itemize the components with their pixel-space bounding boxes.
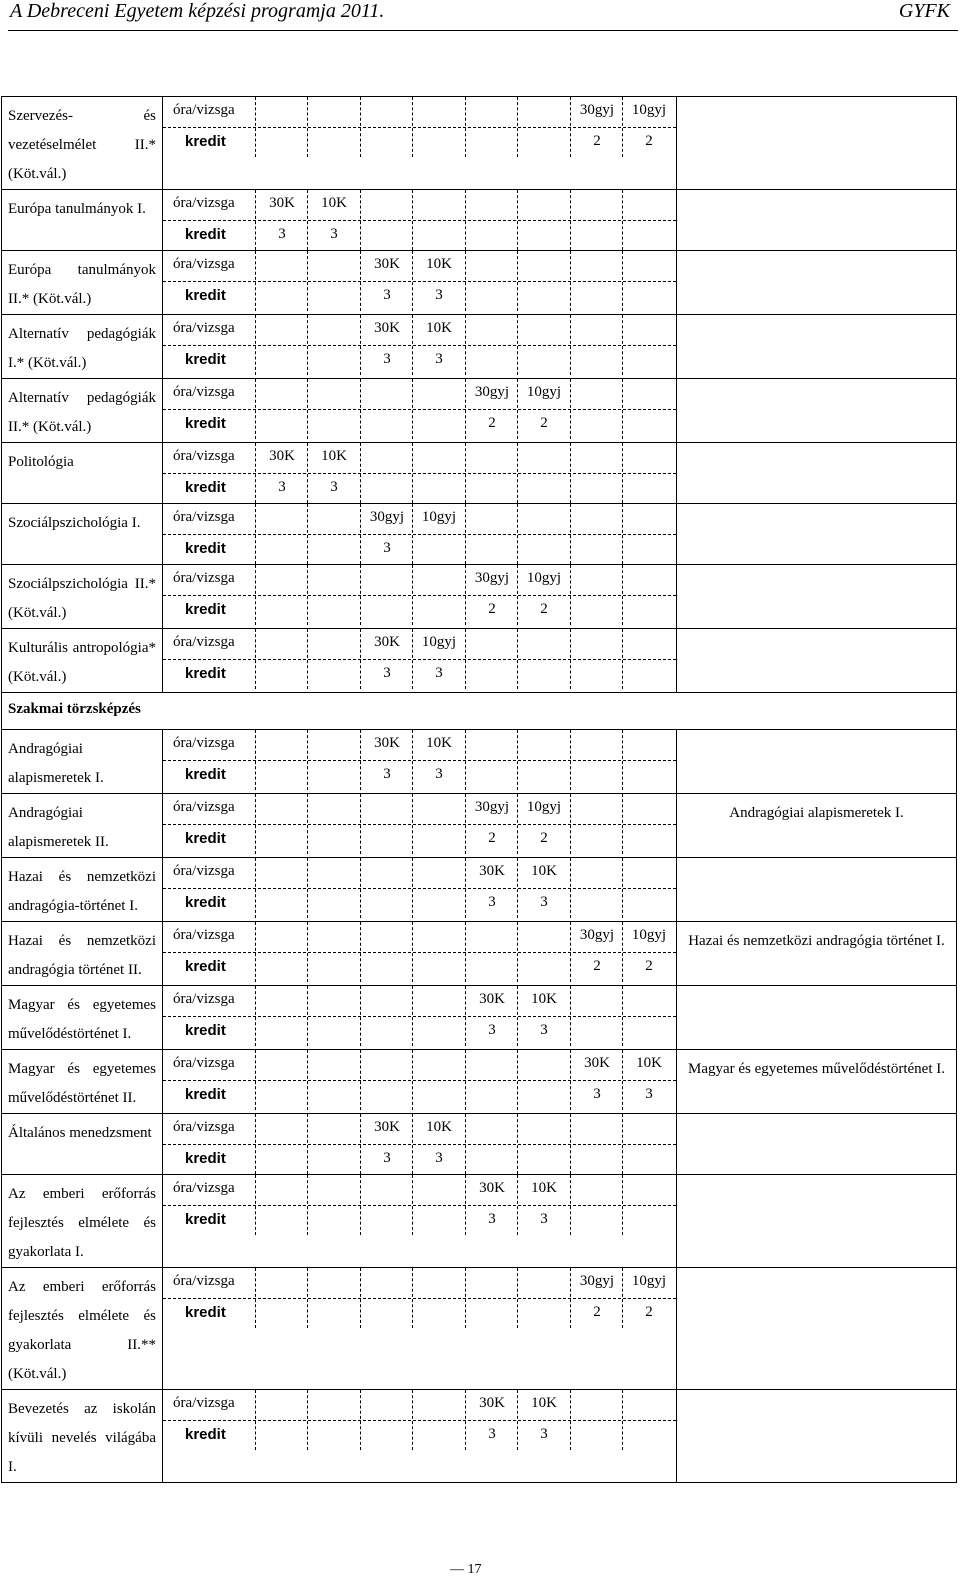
credit-value: 3 (278, 478, 286, 495)
ora-vizsga-line (163, 1114, 676, 1145)
hours-value: 30gyj (474, 799, 510, 815)
credit-value: 3 (435, 664, 443, 681)
subject-name: Andragógiai alapismeretek I. (2, 730, 163, 794)
section-heading: Szakmai törzsképzés (2, 693, 957, 730)
curriculum-table-body (2, 97, 957, 1483)
hours-cell (163, 986, 677, 1050)
ora-vizsga-line (163, 565, 676, 596)
hours-cell (163, 730, 677, 794)
hours-cell (163, 1050, 677, 1114)
ora-vizsga-line (163, 504, 676, 535)
hours-value: 30K (479, 1180, 505, 1196)
credit-value: 3 (435, 286, 443, 303)
ora-vizsga-label: óra/vizsga (173, 1395, 235, 1411)
kredit-label: kredit (185, 765, 226, 783)
hours-grid (163, 1175, 676, 1235)
credit-value: 3 (383, 1149, 391, 1166)
credit-value: 2 (488, 829, 496, 846)
credit-value: 3 (383, 539, 391, 556)
credit-value: 3 (488, 1021, 496, 1038)
prerequisite (677, 730, 957, 794)
hours-value: 30gyj (369, 509, 405, 525)
prerequisite: Andragógiai alapismeretek I. (677, 794, 957, 858)
hours-value: 10K (426, 320, 452, 336)
prerequisite (677, 379, 957, 443)
credit-value: 3 (383, 286, 391, 303)
hours-value: 10K (321, 195, 347, 211)
ora-vizsga-label: óra/vizsga (173, 634, 235, 650)
kredit-label: kredit (185, 600, 226, 618)
hours-grid (163, 443, 676, 503)
credit-value: 3 (383, 664, 391, 681)
ora-vizsga-label: óra/vizsga (173, 448, 235, 464)
hours-value: 30K (374, 320, 400, 336)
hours-grid (163, 922, 676, 982)
prerequisite (677, 315, 957, 379)
kredit-line (163, 1145, 676, 1175)
hours-grid (163, 190, 676, 250)
hours-cell (163, 565, 677, 629)
page-header (8, 0, 958, 34)
page-footer: — 17 (450, 1562, 482, 1577)
kredit-line (163, 1421, 676, 1451)
subject-row (2, 379, 957, 443)
credit-value: 3 (383, 350, 391, 367)
header-title: A Debreceni Egyetem képzési programja 2011. (10, 0, 385, 22)
kredit-label: kredit (185, 350, 226, 368)
credit-value: 2 (488, 414, 496, 431)
subject-name: Európa tanulmányok II.* (Köt.vál.) (2, 251, 163, 315)
hours-value: 10K (636, 1055, 662, 1071)
ora-vizsga-label: óra/vizsga (173, 799, 235, 815)
ora-vizsga-label: óra/vizsga (173, 863, 235, 879)
credit-value: 2 (593, 132, 601, 149)
kredit-line (163, 282, 676, 312)
ora-vizsga-line (163, 1050, 676, 1081)
ora-vizsga-line (163, 1268, 676, 1299)
kredit-label: kredit (185, 1085, 226, 1103)
subject-name: Andragógiai alapismeretek II. (2, 794, 163, 858)
kredit-label: kredit (185, 1425, 226, 1443)
hours-value: 30K (479, 1395, 505, 1411)
curriculum-table (1, 96, 957, 1483)
prerequisite (677, 251, 957, 315)
hours-cell (163, 794, 677, 858)
kredit-line (163, 221, 676, 251)
hours-value: 10gyj (631, 102, 667, 118)
hours-value: 30K (269, 195, 295, 211)
ora-vizsga-label: óra/vizsga (173, 384, 235, 400)
credit-value: 2 (593, 957, 601, 974)
hours-value: 10gyj (631, 1273, 667, 1289)
subject-name: Európa tanulmányok I. (2, 190, 163, 251)
hours-grid (163, 565, 676, 625)
kredit-line (163, 596, 676, 626)
section-row (2, 693, 957, 730)
hours-value: 10gyj (421, 634, 457, 650)
hours-value: 10gyj (526, 384, 562, 400)
hours-value: 30K (479, 863, 505, 879)
kredit-line (163, 535, 676, 565)
subject-row (2, 1175, 957, 1268)
hours-value: 30K (479, 991, 505, 1007)
header-rule (8, 30, 958, 31)
kredit-label: kredit (185, 664, 226, 682)
ora-vizsga-line (163, 629, 676, 660)
kredit-line (163, 660, 676, 690)
kredit-line (163, 1081, 676, 1111)
subject-name: Szervezés- és vezetéselmélet II.* (Köt.vál.) (2, 97, 163, 190)
credit-value: 3 (435, 765, 443, 782)
ora-vizsga-label: óra/vizsga (173, 1273, 235, 1289)
hours-value: 10K (531, 863, 557, 879)
ora-vizsga-label: óra/vizsga (173, 1180, 235, 1196)
ora-vizsga-label: óra/vizsga (173, 195, 235, 211)
ora-vizsga-label: óra/vizsga (173, 1119, 235, 1135)
hours-grid (163, 858, 676, 918)
hours-cell (163, 1390, 677, 1483)
kredit-label: kredit (185, 539, 226, 557)
subject-row (2, 858, 957, 922)
credit-value: 3 (593, 1085, 601, 1102)
subject-row (2, 315, 957, 379)
kredit-label: kredit (185, 225, 226, 243)
ora-vizsga-line (163, 1390, 676, 1421)
hours-cell (163, 190, 677, 251)
ora-vizsga-label: óra/vizsga (173, 256, 235, 272)
subject-name: Szociálpszichológia I. (2, 504, 163, 565)
kredit-line (163, 410, 676, 440)
hours-cell (163, 504, 677, 565)
credit-value: 3 (540, 893, 548, 910)
ora-vizsga-label: óra/vizsga (173, 102, 235, 118)
subject-name: Hazai és nemzetközi andragógia történet II. (2, 922, 163, 986)
ora-vizsga-line (163, 1175, 676, 1206)
hours-value: 30K (269, 448, 295, 464)
hours-cell (163, 443, 677, 504)
ora-vizsga-label: óra/vizsga (173, 927, 235, 943)
credit-value: 3 (488, 1425, 496, 1442)
subject-row (2, 794, 957, 858)
credit-value: 3 (278, 225, 286, 242)
prerequisite (677, 1114, 957, 1175)
subject-row (2, 1390, 957, 1483)
subject-name: Szociálpszichológia II.* (Köt.vál.) (2, 565, 163, 629)
kredit-line (163, 128, 676, 158)
subject-row (2, 251, 957, 315)
kredit-line (163, 825, 676, 855)
kredit-label: kredit (185, 829, 226, 847)
ora-vizsga-line (163, 315, 676, 346)
hours-cell (163, 251, 677, 315)
ora-vizsga-line (163, 858, 676, 889)
credit-value: 2 (645, 132, 653, 149)
hours-cell (163, 379, 677, 443)
hours-value: 30K (374, 256, 400, 272)
prerequisite (677, 97, 957, 190)
hours-value: 10K (426, 1119, 452, 1135)
kredit-line (163, 1206, 676, 1236)
hours-grid (163, 504, 676, 564)
ora-vizsga-line (163, 730, 676, 761)
hours-cell (163, 1268, 677, 1390)
hours-cell (163, 1114, 677, 1175)
subject-row (2, 1114, 957, 1175)
hours-cell (163, 922, 677, 986)
ora-vizsga-line (163, 379, 676, 410)
kredit-label: kredit (185, 286, 226, 304)
subject-name: Politológia (2, 443, 163, 504)
prerequisite (677, 504, 957, 565)
prerequisite: Magyar és egyetemes művelődéstörténet I. (677, 1050, 957, 1114)
subject-row (2, 730, 957, 794)
ora-vizsga-line (163, 97, 676, 128)
subject-name: Általános menedzsment (2, 1114, 163, 1175)
ora-vizsga-line (163, 251, 676, 282)
credit-value: 3 (540, 1425, 548, 1442)
ora-vizsga-line (163, 986, 676, 1017)
subject-row (2, 1268, 957, 1390)
credit-value: 3 (435, 1149, 443, 1166)
prerequisite (677, 443, 957, 504)
hours-value: 30gyj (579, 1273, 615, 1289)
hours-cell (163, 629, 677, 693)
subject-row (2, 504, 957, 565)
kredit-label: kredit (185, 414, 226, 432)
credit-value: 2 (540, 600, 548, 617)
hours-value: 10gyj (631, 927, 667, 943)
kredit-line (163, 1299, 676, 1329)
hours-grid (163, 1114, 676, 1174)
ora-vizsga-label: óra/vizsga (173, 735, 235, 751)
credit-value: 2 (645, 1303, 653, 1320)
subject-row (2, 443, 957, 504)
subject-name: Az emberi erőforrás fejlesztés elmélete és gyakorlata II.** (Köt.vál.) (2, 1268, 163, 1390)
page-number: 17 (467, 1562, 482, 1577)
credit-value: 3 (645, 1085, 653, 1102)
subject-row (2, 629, 957, 693)
hours-value: 30gyj (474, 570, 510, 586)
hours-cell (163, 858, 677, 922)
hours-grid (163, 1268, 676, 1328)
hours-grid (163, 629, 676, 689)
credit-value: 3 (488, 893, 496, 910)
credit-value: 2 (488, 600, 496, 617)
kredit-label: kredit (185, 1303, 226, 1321)
ora-vizsga-line (163, 794, 676, 825)
hours-grid (163, 315, 676, 375)
hours-grid (163, 97, 676, 157)
hours-grid (163, 794, 676, 854)
hours-value: 10gyj (421, 509, 457, 525)
subject-row (2, 190, 957, 251)
hours-grid (163, 1050, 676, 1110)
hours-value: 30K (374, 735, 400, 751)
hours-value: 10K (426, 735, 452, 751)
hours-value: 30gyj (579, 927, 615, 943)
hours-value: 10gyj (526, 799, 562, 815)
hours-value: 30gyj (579, 102, 615, 118)
prerequisite: Hazai és nemzetközi andragógia történet I. (677, 922, 957, 986)
hours-cell (163, 1175, 677, 1268)
kredit-line (163, 346, 676, 376)
hours-value: 10K (531, 991, 557, 1007)
ora-vizsga-label: óra/vizsga (173, 570, 235, 586)
ora-vizsga-line (163, 443, 676, 474)
credit-value: 2 (540, 829, 548, 846)
kredit-label: kredit (185, 132, 226, 150)
hours-value: 30K (374, 634, 400, 650)
ora-vizsga-line (163, 190, 676, 221)
subject-name: Az emberi erőforrás fejlesztés elmélete és gyakorlata I. (2, 1175, 163, 1268)
ora-vizsga-label: óra/vizsga (173, 1055, 235, 1071)
hours-value: 30gyj (474, 384, 510, 400)
prerequisite (677, 858, 957, 922)
subject-row (2, 922, 957, 986)
hours-value: 10K (321, 448, 347, 464)
kredit-line (163, 1017, 676, 1047)
prerequisite (677, 629, 957, 693)
hours-value: 30K (584, 1055, 610, 1071)
hours-cell (163, 97, 677, 190)
kredit-label: kredit (185, 1149, 226, 1167)
subject-row (2, 97, 957, 190)
subject-name: Hazai és nemzetközi andragógia-történet I. (2, 858, 163, 922)
hours-grid (163, 1390, 676, 1450)
kredit-label: kredit (185, 1210, 226, 1228)
kredit-label: kredit (185, 478, 226, 496)
kredit-line (163, 953, 676, 983)
hours-cell (163, 315, 677, 379)
credit-value: 2 (540, 414, 548, 431)
hours-value: 10K (531, 1395, 557, 1411)
credit-value: 3 (383, 765, 391, 782)
subject-row (2, 986, 957, 1050)
kredit-label: kredit (185, 893, 226, 911)
prerequisite (677, 1175, 957, 1268)
prerequisite (677, 565, 957, 629)
subject-name: Kulturális antropológia* (Köt.vál.) (2, 629, 163, 693)
hours-value: 30K (374, 1119, 400, 1135)
prerequisite (677, 1390, 957, 1483)
ora-vizsga-label: óra/vizsga (173, 509, 235, 525)
kredit-line (163, 889, 676, 919)
credit-value: 3 (540, 1210, 548, 1227)
subject-row (2, 565, 957, 629)
kredit-line (163, 761, 676, 791)
hours-value: 10K (426, 256, 452, 272)
ora-vizsga-label: óra/vizsga (173, 991, 235, 1007)
kredit-line (163, 474, 676, 504)
credit-value: 3 (540, 1021, 548, 1038)
prerequisite (677, 190, 957, 251)
kredit-label: kredit (185, 1021, 226, 1039)
hours-grid (163, 379, 676, 439)
prerequisite (677, 986, 957, 1050)
subject-name: Bevezetés az iskolán kívüli nevelés világába I. (2, 1390, 163, 1483)
subject-name: Alternatív pedagógiák II.* (Köt.vál.) (2, 379, 163, 443)
header-faculty: GYFK (898, 0, 950, 22)
credit-value: 3 (330, 478, 338, 495)
prerequisite (677, 1268, 957, 1390)
credit-value: 3 (488, 1210, 496, 1227)
credit-value: 3 (435, 350, 443, 367)
kredit-label: kredit (185, 957, 226, 975)
hours-grid (163, 730, 676, 790)
hours-grid (163, 251, 676, 311)
hours-value: 10gyj (526, 570, 562, 586)
subject-row (2, 1050, 957, 1114)
ora-vizsga-line (163, 922, 676, 953)
ora-vizsga-label: óra/vizsga (173, 320, 235, 336)
credit-value: 2 (645, 957, 653, 974)
credit-value: 3 (330, 225, 338, 242)
hours-grid (163, 986, 676, 1046)
subject-name: Alternatív pedagógiák I.* (Köt.vál.) (2, 315, 163, 379)
credit-value: 2 (593, 1303, 601, 1320)
subject-name: Magyar és egyetemes művelődéstörténet II. (2, 1050, 163, 1114)
hours-value: 10K (531, 1180, 557, 1196)
subject-name: Magyar és egyetemes művelődéstörténet I. (2, 986, 163, 1050)
